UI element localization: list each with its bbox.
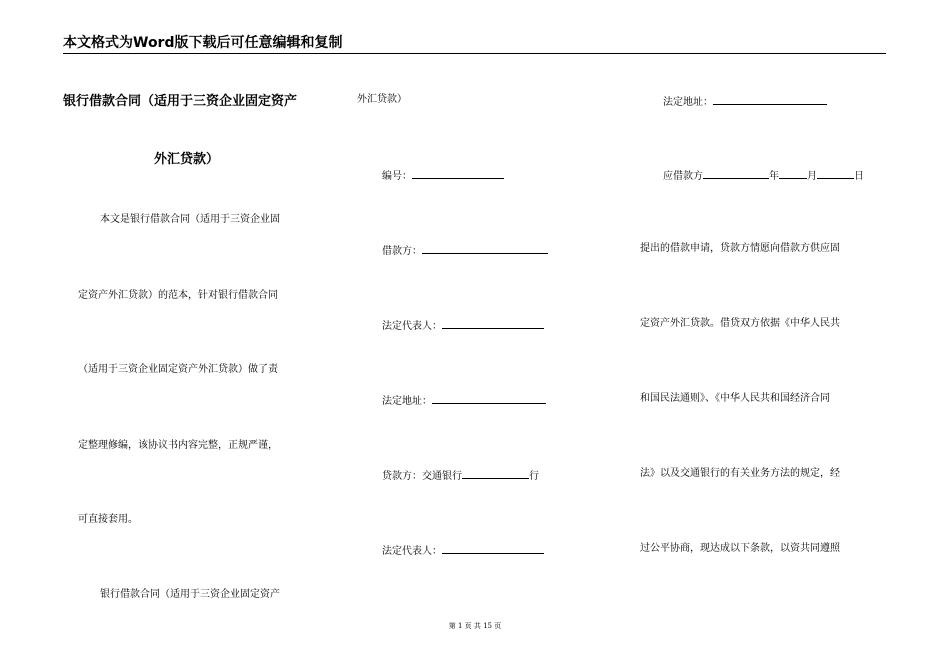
body-line-1: 提出的借款申请，贷款方情愿向借款方供应固: [640, 243, 840, 254]
legal-rep2-blank: [442, 543, 544, 554]
legal-rep2-row: [382, 543, 544, 558]
contract-title-line2: 外汇贷款）: [154, 152, 220, 167]
body-line-5: 过公平协商，现达成以下条款，以资共同遵照: [640, 543, 840, 554]
body-line-2: 定资产外汇贷款。借贷双方依据《中华人民共: [640, 318, 840, 329]
intro-line-4: 定整理修编，该协议书内容完整，正规严谨，: [78, 440, 278, 451]
intro-line-3: （适用于三资企业固定资产外汇贷款）做了责: [78, 364, 278, 375]
legal-rep-blank: [442, 318, 544, 329]
address-label: 法定地址：: [382, 396, 432, 407]
borrower-label: 借款方：: [382, 246, 422, 257]
borrower-blank: [422, 243, 548, 254]
lender-branch-blank: [462, 468, 529, 479]
address-blank: [432, 393, 546, 404]
repeat-title: 银行借款合同（适用于三资企业固定资产: [100, 589, 280, 600]
lender-address-label: 法定地址：: [663, 97, 713, 108]
intro-line-5: 可直接套用。: [78, 514, 138, 525]
header-divider: [63, 53, 886, 54]
month-label: 月: [807, 171, 817, 182]
year-label: 年: [769, 171, 779, 182]
day-label: 日: [854, 171, 864, 182]
application-prefix: 应借款方: [663, 171, 703, 182]
document-header-banner: 本文格式为Word版下载后可任意编辑和复制: [63, 35, 343, 51]
legal-rep2-label: 法定代表人：: [382, 546, 442, 557]
application-date-row: [663, 168, 864, 183]
contract-number-row: [382, 168, 504, 183]
body-line-3: 和国民法通则》、《中华人民共和国经济合同: [640, 393, 830, 404]
month-blank: [779, 168, 807, 179]
lender-suffix: 行: [529, 471, 539, 482]
contract-number-blank: [412, 168, 504, 179]
page-number-footer: 第 1 页 共 15 页: [448, 622, 502, 630]
lender-label: 贷款方：交通银行: [382, 471, 462, 482]
legal-rep-label: 法定代表人：: [382, 321, 442, 332]
lender-row: [382, 468, 539, 483]
intro-line-1: 本文是银行借款合同（适用于三资企业固: [100, 214, 280, 225]
title-continuation: 外汇贷款）: [357, 94, 407, 105]
borrower-row: [382, 243, 548, 258]
lender-address-blank: [713, 94, 827, 105]
contract-title-line1: 银行借款合同（适用于三资企业固定资产: [63, 94, 298, 109]
year-blank: [703, 168, 769, 179]
legal-rep-row: [382, 318, 544, 333]
lender-address-row: [663, 94, 827, 109]
address-row: [382, 393, 546, 408]
intro-line-2: 定资产外汇贷款）的范本，针对银行借款合同: [78, 290, 278, 301]
body-line-4: 法》以及交通银行的有关业务方法的规定，经: [640, 468, 840, 479]
day-blank: [817, 168, 854, 179]
contract-number-label: 编号：: [382, 171, 412, 182]
